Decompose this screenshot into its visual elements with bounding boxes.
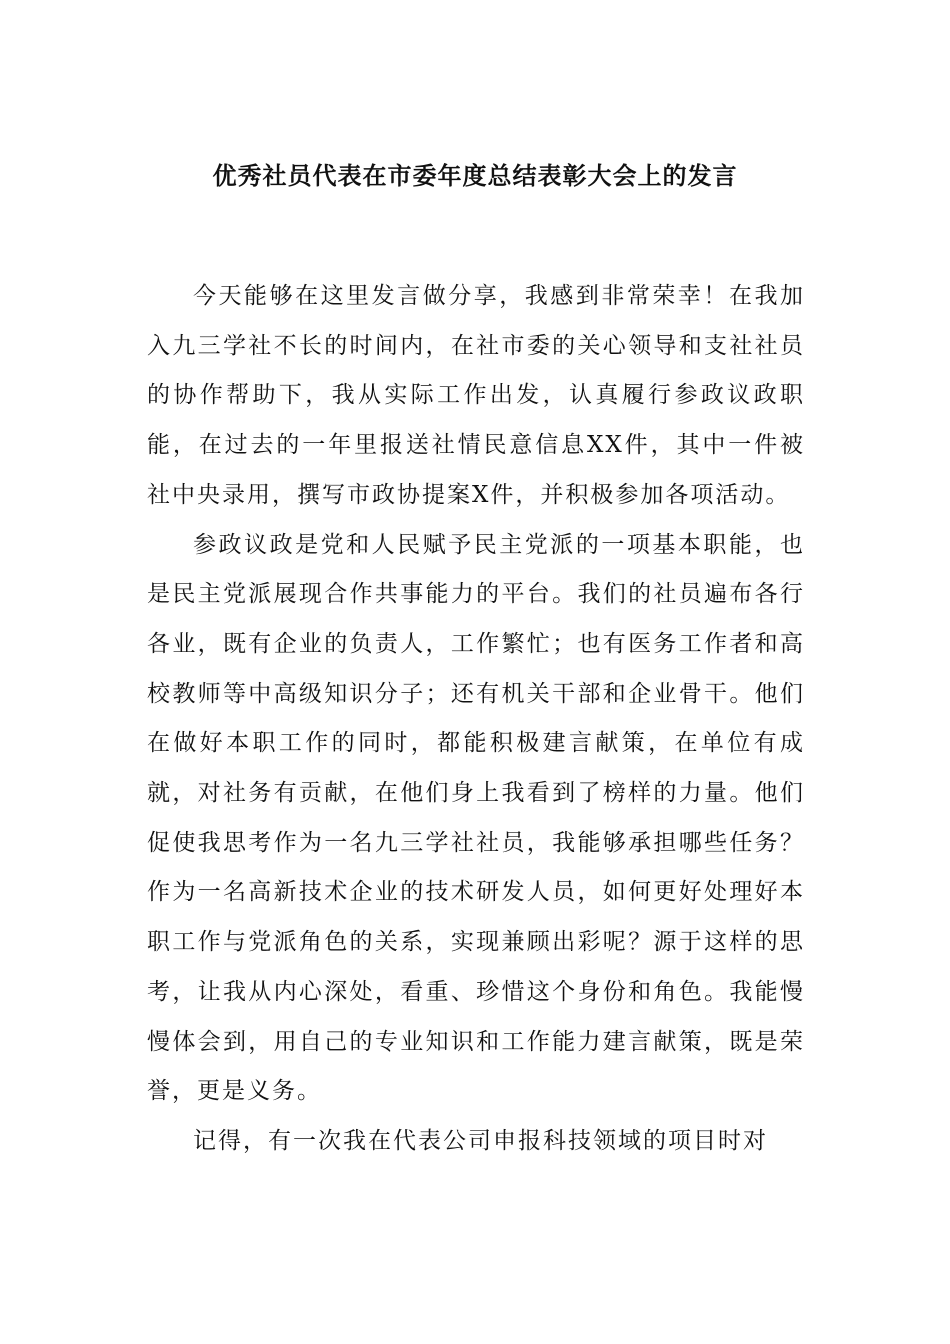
- paragraph-3: 记得，有一次我在代表公司申报科技领域的项目时对: [193, 1127, 768, 1154]
- document-body: [147, 272, 805, 1167]
- document-title: 优秀社员代表在市委年度总结表彰大会上的发言: [212, 162, 738, 190]
- paragraph-1: 今天能够在这里发言做分享，我感到非常荣幸！在我加入九三学社不长的时间内，在社市委的关心领导和支社社员的协作帮助下，我从实际工作出发，认真履行参政议政职能，在过去的一年里报送社情民意信息XX件，其中一件被社中央录用，撰写市政协提案X件，并积极参加各项活动。: [147, 283, 805, 508]
- paragraph-2: 参政议政是党和人民赋予民主党派的一项基本职能，也是民主党派展现合作共事能力的平台。我们的社员遍布各行各业，既有企业的负责人，工作繁忙；也有医务工作者和高校教师等中高级知识分子；还有机关干部和企业骨干。他们在做好本职工作的同时，都能积极建言献策，在单位有成就，对社务有贡献，在他们身上我看到了榜样的力量。他们促使我思考作为一名九三学社社员，我能够承担哪些任务？作为一名高新技术企业的技术研发人员，如何更好处理好本职工作与党派角色的关系，实现兼顾出彩呢？源于这样的思考，让我从内心深处，看重、珍惜这个身份和角色。我能慢慢体会到，用自己的专业知识和工作能力建言献策，既是荣誉，更是义务。: [147, 531, 805, 1105]
